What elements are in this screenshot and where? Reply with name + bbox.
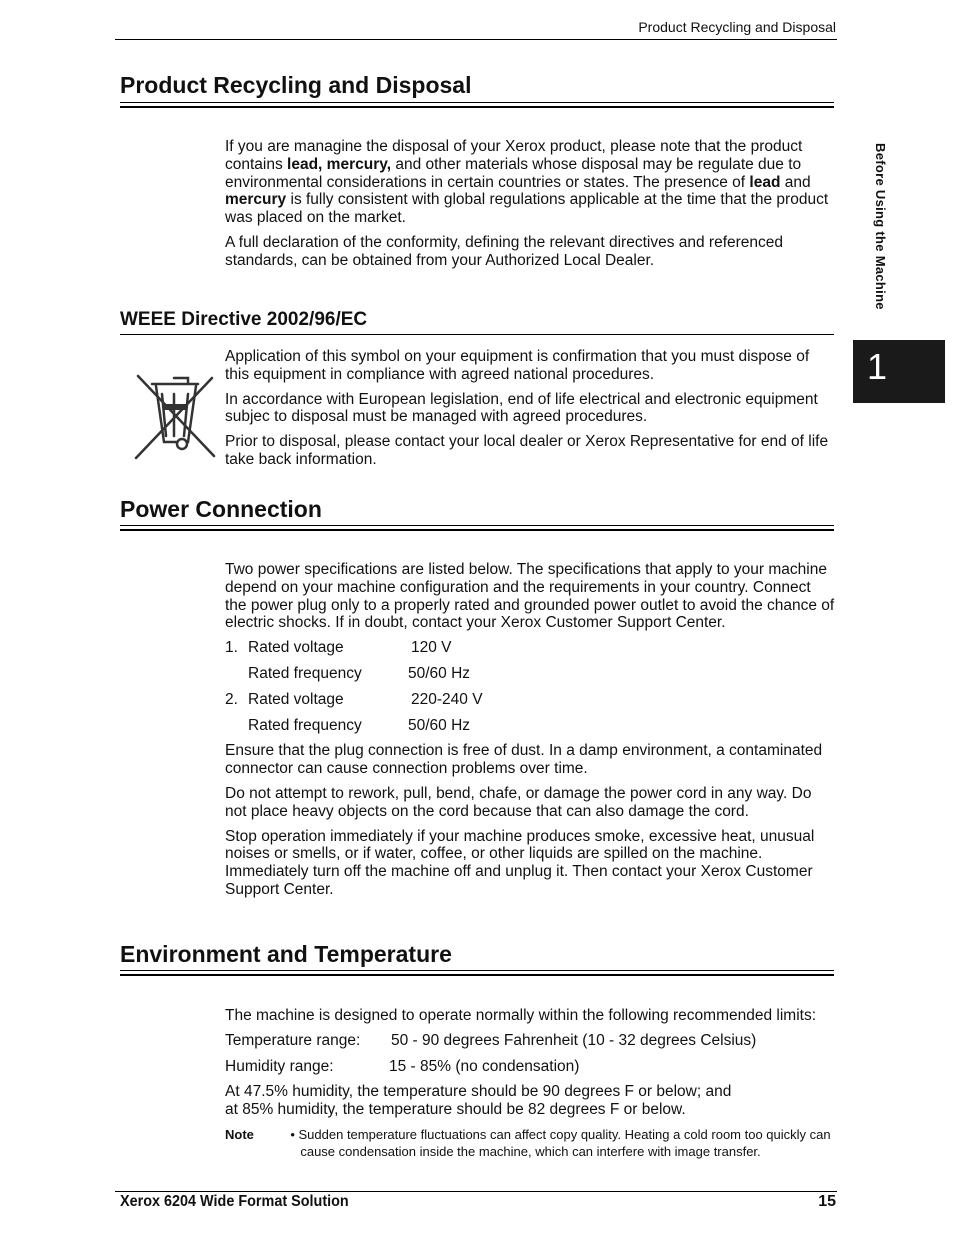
chapter-number: 1 — [867, 346, 888, 387]
chapter-side-label: Before Using the Machine — [873, 143, 888, 310]
power-paragraph-3: Do not attempt to rework, pull, bend, chafe, or damage the power cord in any way. Do not place heavy objects on the cord because that can also damage the cord. — [225, 784, 812, 820]
section-title-recycling: Product Recycling and Disposal — [120, 72, 472, 98]
weee-rule — [120, 334, 834, 335]
chapter-tab — [853, 340, 945, 403]
header-rule — [115, 39, 837, 40]
recycling-body — [225, 138, 835, 277]
power-paragraph-2: Ensure that the plug connection is free of dust. In a damp environment, a contaminated connector can cause connection problems over time. — [225, 742, 823, 778]
note-label: Note — [225, 1126, 254, 1142]
section-title-environment: Environment and Temperature — [120, 941, 452, 967]
power-body — [225, 561, 835, 906]
weee-paragraph-3: Prior to disposal, please contact your local dealer or Xerox Representative for end of life take back information. — [225, 433, 829, 468]
running-header: Product Recycling and Disposal — [638, 19, 836, 35]
section-rule — [120, 102, 834, 108]
weee-paragraph-1: Application of this symbol on your equipment is confirmation that you must dispose of this equipment in compliance with agreed national procedures. — [225, 348, 810, 383]
environment-paragraph-2: At 47.5% humidity, the temperature should be 90 degrees F or below; and at 85% humidity, the temperature should be 82 degrees F or below. — [225, 1083, 732, 1119]
environment-body — [225, 1007, 835, 1160]
power-paragraph-4: Stop operation immediately if your machine produces smoke, excessive heat, unusual noises or smells, or if water, coffee, or other liquids are spilled on the machine. Immediately turn off the machine off and unplug it. Then contact your Xerox Customer Support Center. — [225, 827, 815, 898]
footer-rule — [115, 1191, 837, 1192]
spec-voltage-1: 1. Rated voltage 120 V — [225, 639, 452, 657]
section-title-power: Power Connection — [120, 496, 322, 522]
spec-voltage-2: 2. Rated voltage 220-240 V — [225, 690, 483, 708]
weee-title: WEEE Directive 2002/96/EC — [120, 309, 368, 330]
crossed-out-bin-icon — [130, 370, 220, 462]
environment-paragraph-1: The machine is designed to operate normally within the following recommended limits: — [225, 1007, 817, 1024]
weee-paragraph-2: In accordance with European legislation, end of life electrical and electronic equipment subjec to disposal must be managed with agreed procedures. — [225, 390, 818, 426]
weee-body — [225, 348, 835, 476]
section-rule — [120, 970, 834, 976]
temperature-row: Temperature range: 50 - 90 degrees Fahrenheit (10 - 32 degrees Celsius) — [225, 1031, 757, 1049]
humidity-row: Humidity range: 15 - 85% (no condensation) — [225, 1057, 580, 1075]
note-text: • Sudden temperature fluctuations can affect copy quality. Heating a cold room too quickly can cause condensation inside the machine, which can interfere with image transfer. — [290, 1126, 831, 1159]
recycling-paragraph-1: If you are managine the disposal of your Xerox product, please note that the product contains lead, mercury, and other materials whose disposal may be regulate due to environmental considerations in certain countries or states. The presence of lead and mercury is fully consistent with global regulations applicable at the time that the product was placed on the market. — [225, 138, 829, 227]
page-number: 15 — [818, 1193, 836, 1210]
note-block — [225, 1126, 835, 1160]
power-paragraph-1: Two power specifications are listed below. The specifications that apply to your machine depend on your machine configuration and the requirements in your country. Connect the power plug only to a properly rated and grounded power outlet to avoid the chance of electric shocks. If in doubt, contact your Xerox Customer Support Center. — [225, 561, 835, 632]
spec-frequency-1: Rated frequency 50/60 Hz — [248, 664, 471, 682]
footer-product-name: Xerox 6204 Wide Format Solution — [120, 1193, 349, 1210]
section-rule — [120, 525, 834, 531]
spec-frequency-2: Rated frequency 50/60 Hz — [248, 716, 471, 734]
recycling-paragraph-2: A full declaration of the conformity, defining the relevant directives and referenced standards, can be obtained from your Authorized Local Dealer. — [225, 233, 784, 269]
